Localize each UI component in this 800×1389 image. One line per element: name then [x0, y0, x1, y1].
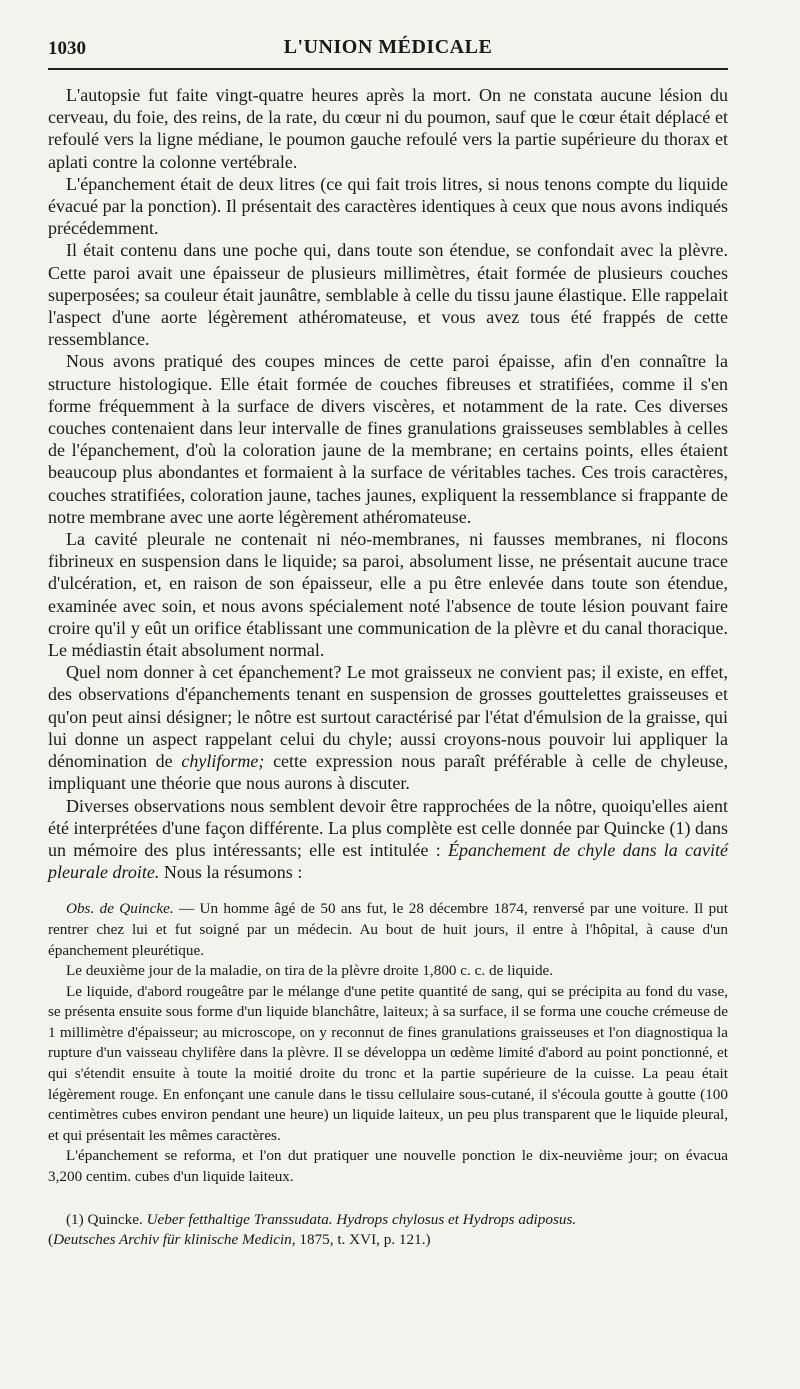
page-number: 1030 — [48, 38, 86, 59]
observation-paragraph: L'épanchement se reforma, et l'on dut pratiquer une nouvelle ponction le dix-neuvième jour; on évacua 3,200 centim. cubes d'un liquide laiteux. — [48, 1147, 728, 1186]
observations-title: Épanchement de chyle dans la cavité pleurale droite. — [48, 839, 728, 883]
observation-paragraph — [48, 899, 728, 961]
observation-text: — Un homme âgé de 50 ans fut, le 28 décembre 1874, renversé par une voiture. Il put rentrer chez lui et fut soigné par un médecin. Au bout de huit jours, il entre à l'hôpital, à cause d'un épanchement pleurétique. — [48, 900, 728, 959]
observations-text: Diverses observations nous semblent devoir être rapprochées de la nôtre, quoiqu'elles aient été interprétées d'une façon différente. La plus complète est celle donnée par Quincke (1) dans un mémoire des plus intéressants; elle est intitulée : — [48, 795, 728, 860]
main-text — [48, 84, 728, 883]
footnote — [48, 1210, 728, 1251]
paragraph-pleural-cavity: La cavité pleurale ne contenait ni néo-membranes, ni fausses membranes, ni flocons fibrineux en suspension dans le liquide; sa paroi, absolument lisse, ne présentait aucune trace d'ulcération, et, en raison de son épaisseur, elle a pu être enlevée dans toute son étendue, examinée avec soin, et nous avons spécialement noté l'absence de toute lésion pouvant faire croire qu'il y eût un orifice établissant une communication de la plèvre et du canal thoracique. Le médiastin était absolument normal. — [48, 529, 728, 661]
paragraph-observations — [48, 795, 728, 884]
observation-paragraph: Le liquide, d'abord rougeâtre par le mélange d'une petite quantité de sang, qui se précipita au fond du vase, se présenta ensuite sous forme d'un liquide blanchâtre, laiteux; à sa surface, il se forma une couche crémeuse de 1 millimètre d'épaisseur; au microscope, on y reconnut de fines granulations graisseuses et l'on diagnostiqua la rupture d'un vaisseau chylifère dans la plèvre. Il se développa un œdème limité d'abord au point ponctionné, et qui s'étendit ensuite à toute la moitié droite du tronc et la partie supérieure de la cuisse. La peau était légèrement rouge. En enfonçant une canule dans le tissu cellulaire sous-cutané, il s'écoula goutte à goutte (100 centimètres cubes environ pendant une heure) un liquide laiteux, un peu plus transparent que le liquide pleural, et qui présentait les mêmes caractères. — [48, 982, 728, 1144]
naming-text-end: cette expression nous paraît préférable à celle de chyleuse, impliquant une théorie que nous aurons à discuter. — [48, 751, 728, 794]
footnote-source-detail: 1875, t. XVI, p. 121.) — [295, 1231, 431, 1249]
naming-term: chyliforme; — [181, 751, 265, 772]
paragraph-effusion: L'épanchement était de deux litres (ce qui fait trois litres, si nous tenons compte du liquide évacué par la ponction). Il présentait des caractères identiques à ceux que nous avons indiqués précédemment. — [48, 173, 728, 239]
observation-paragraph: Le deuxième jour de la maladie, on tira de la plèvre droite 1,800 c. c. de liquide. — [66, 962, 554, 980]
header-rule — [48, 68, 728, 70]
observations-text-end: Nous la résumons : — [159, 862, 303, 883]
footnote-title: Ueber fetthaltige Transsudata. Hydrops chylosus et Hydrops adiposus. — [146, 1210, 577, 1228]
footnote-source: Deutsches Archiv für klinische Medicin, — [53, 1231, 296, 1249]
footnote-marker: (1) Quincke. — [66, 1210, 143, 1228]
naming-text: Quel nom donner à cet épanchement? Le mot graisseux ne convient pas; il existe, en effet, des observations d'épanchements tenant en suspension de grosses gouttelettes graisseuses et qu'on peut ainsi désigner; le nôtre est surtout caractérisé par l'état d'émulsion de la graisse, qui lui donne un aspect rappelant celui du chyle; aussi croyons-nous pouvoir lui appliquer la dénomination de — [48, 662, 728, 772]
document-page — [48, 0, 728, 1251]
paragraph-pocket: Il était contenu dans une poche qui, dans toute son étendue, se confondait avec la plèvre. Cette paroi avait une épaisseur de plusieurs millimètres, était formée de plusieurs couches superposées; sa couleur était jaunâtre, semblable à celle du tissu jaune élastique. Elle rappelait l'aspect d'une aorte légèrement athéromateuse, et vous avez tous été frappés de cette ressemblance. — [48, 240, 728, 350]
paragraph-histology: Nous avons pratiqué des coupes minces de cette paroi épaisse, afin d'en connaître la structure histologique. Elle était formée de couches fibreuses et stratifiées, comme il s'en forme fréquemment à la surface de divers viscères, et notamment de la rate. Ces diverses couches contenaient dans leur intervalle de fines granulations graisseuses semblables à celles de l'épanchement, d'où la coloration jaune de la membrane; en certains points, elles étaient beaucoup plus abondantes et formaient à la surface de véritables taches. Ces trois caractères, couches stratifiées, coloration jaune, taches jaunes, expliquent la ressemblance si frappante de notre membrane avec une aorte légèrement athéromateuse. — [48, 351, 728, 527]
journal-title: L'UNION MÉDICALE — [283, 36, 493, 58]
observation-quincke — [48, 899, 728, 1187]
observation-heading: Obs. de Quincke. — [66, 900, 174, 918]
paragraph-autopsy: L'autopsie fut faite vingt-quatre heures après la mort. On ne constata aucune lésion du cerveau, du foie, des reins, de la rate, du cœur ni du poumon, sauf que le cœur était déplacé et refoulé vers la ligne médiane, le poumon gauche refoulé vers la partie supérieure du thorax et aplati contre la colonne vertébrale. — [48, 85, 728, 172]
running-header — [48, 0, 728, 70]
footnote-source-open: ( — [48, 1231, 54, 1249]
paragraph-naming — [48, 661, 728, 794]
